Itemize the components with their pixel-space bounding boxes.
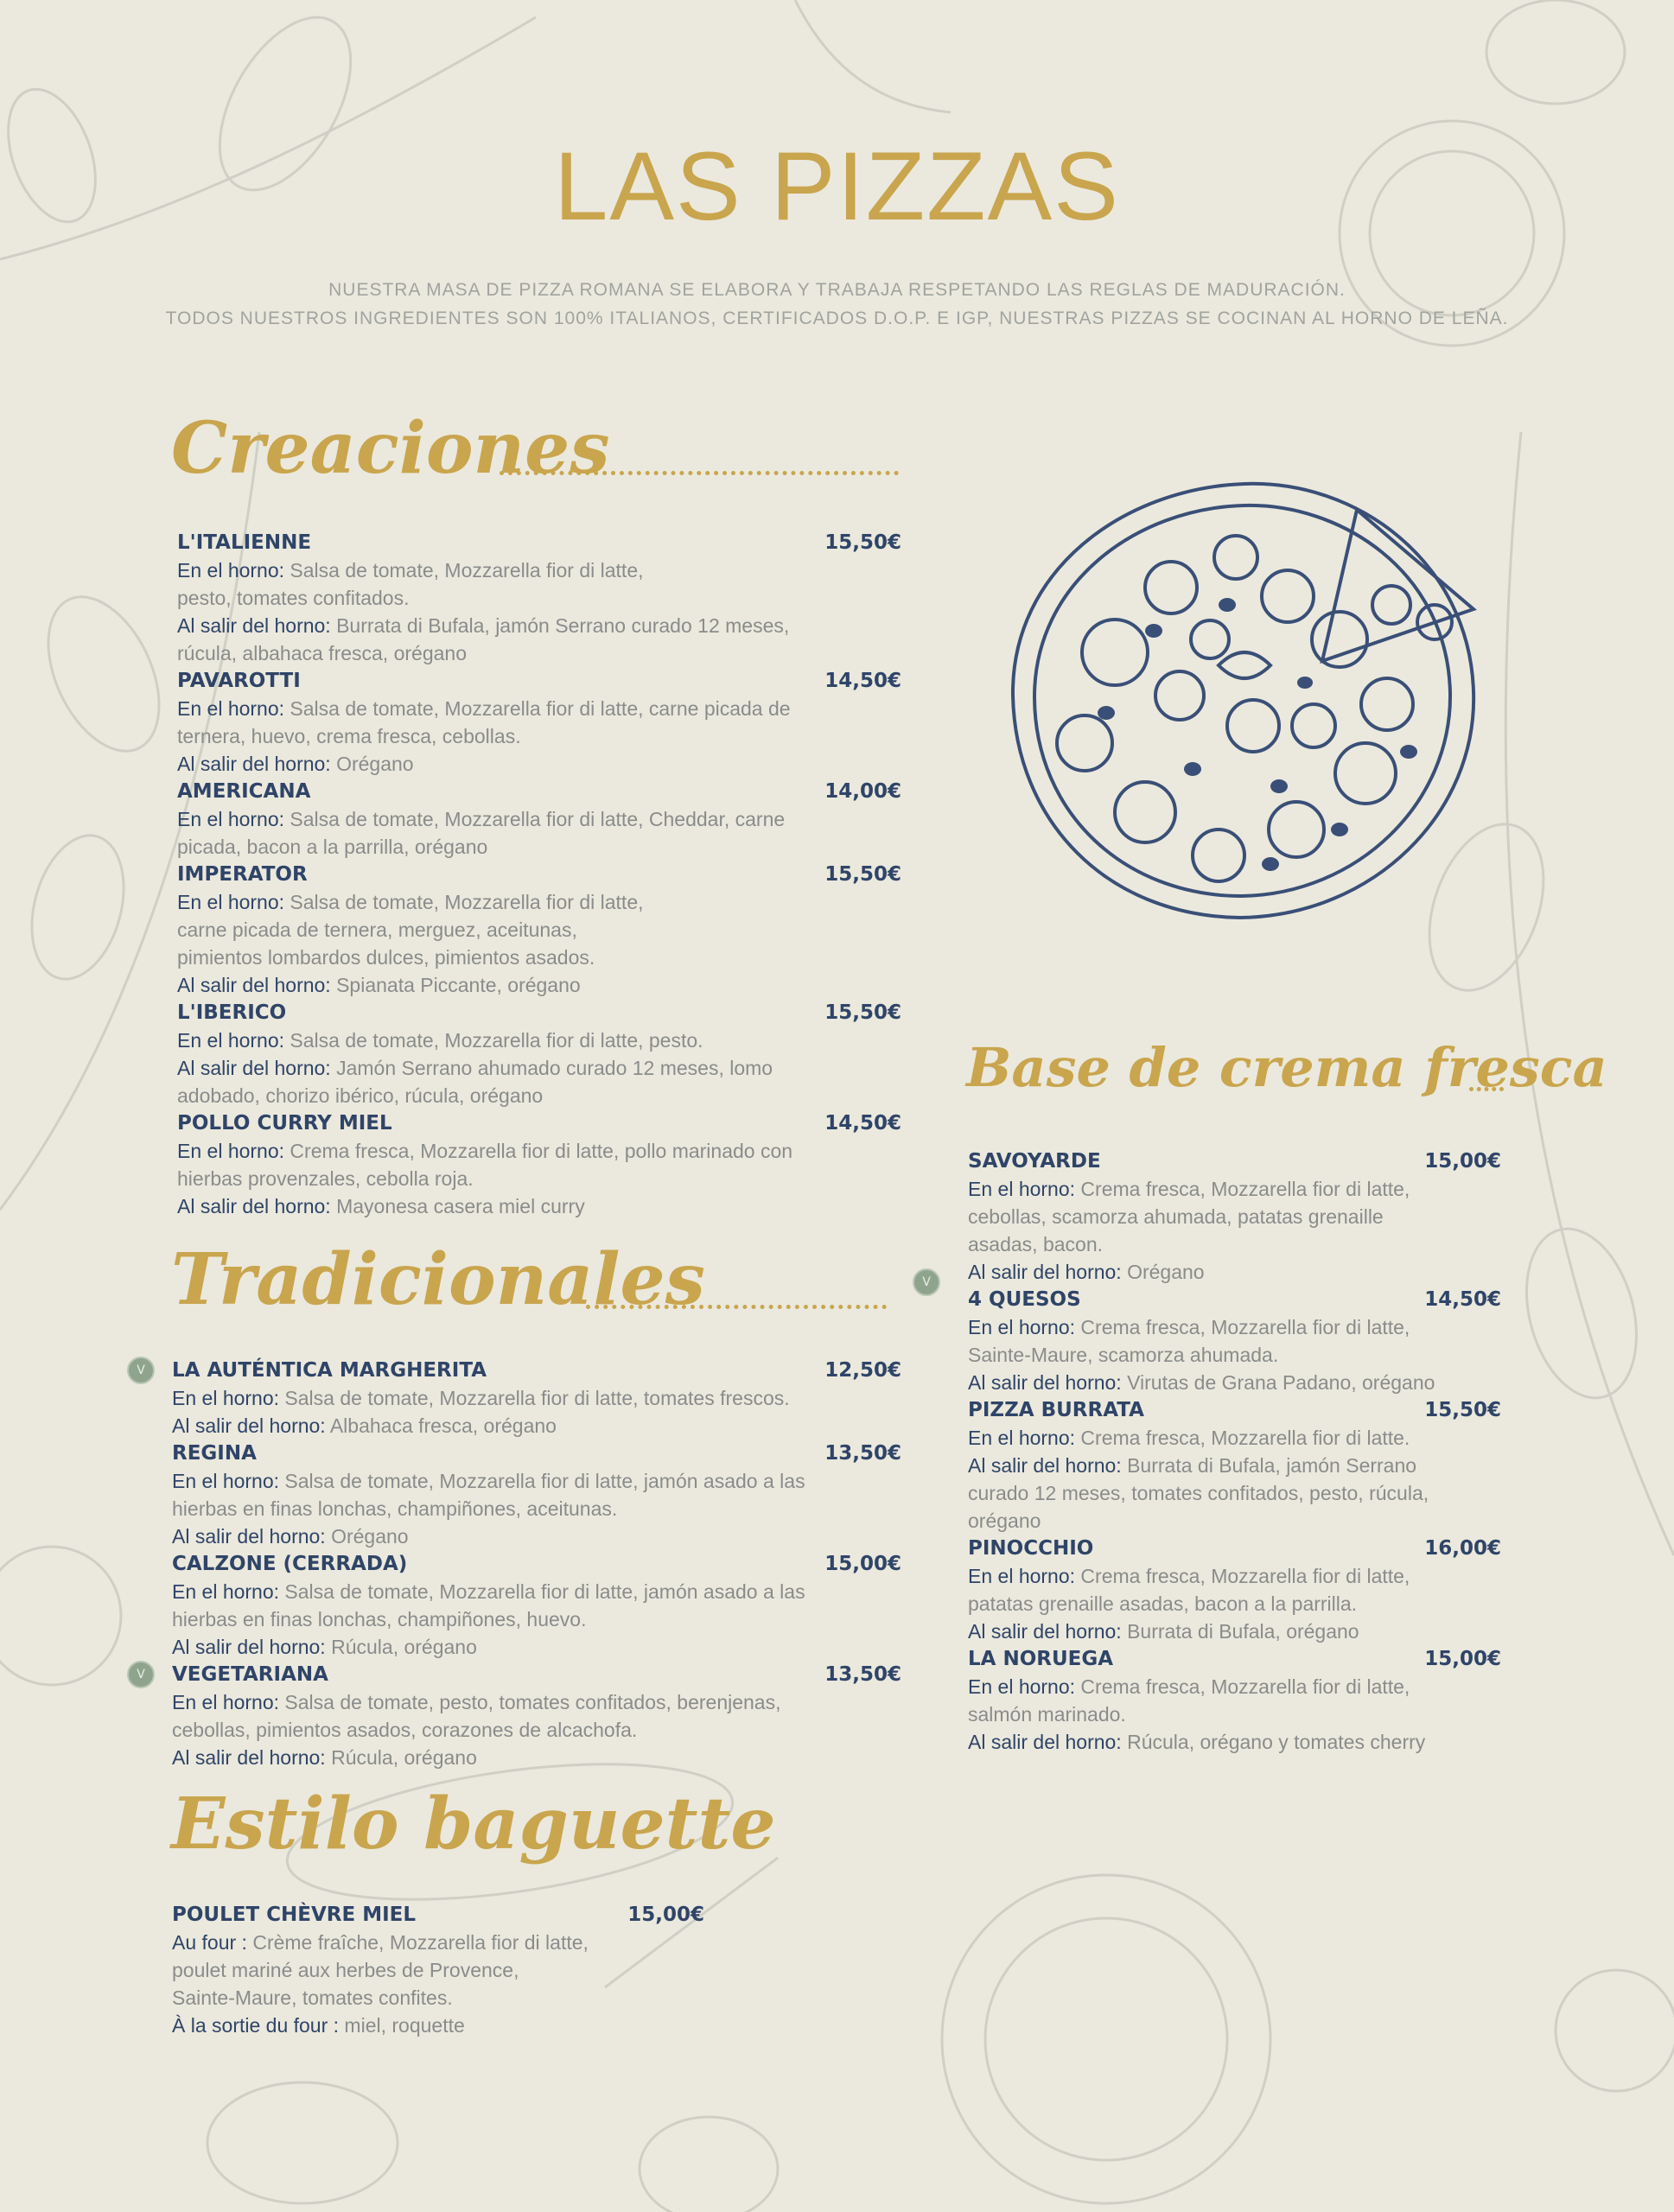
menu-item-line-text: Burrata di Bufala, jamón Serrano curado 12 meses, (330, 614, 790, 637)
menu-item-line-label: En el horno: (172, 1387, 280, 1409)
menu-item-line-text: Virutas de Grana Padano, orégano (1121, 1371, 1435, 1394)
menu-item-price: 15,00€ (1424, 1150, 1501, 1173)
menu-item (177, 1109, 901, 1220)
menu-item-description-line (172, 1956, 704, 1984)
menu-item-header (177, 999, 901, 1027)
menu-item-line-text: Salsa de tomate, Mozzarella fior di latte, (284, 559, 644, 582)
menu-item-price: 14,50€ (824, 670, 901, 692)
menu-item-description-line (177, 888, 901, 916)
menu-item-line-label: En el horno: (172, 1580, 280, 1603)
menu-item-header (177, 667, 901, 695)
menu-item-header (177, 778, 901, 805)
menu-item-name: PIZZA BURRATA (968, 1399, 1144, 1421)
menu-item-line-text: pimientos lombardos dulces, pimientos asados. (177, 946, 595, 969)
menu-item-line-text: Salsa de tomate, Mozzarella fior di latte, jamón asado a las (279, 1470, 805, 1492)
menu-item-line-text: curado 12 meses, tomates confitados, pesto, rúcula, (968, 1482, 1429, 1504)
menu-item-line-text: Salsa de tomate, Mozzarella fior di latte, jamón asado a las (279, 1580, 805, 1603)
menu-item-line-text: carne picada de ternera, merguez, aceitunas, (177, 918, 577, 941)
menu-item-header (172, 1440, 901, 1467)
menu-item (172, 1661, 901, 1771)
menu-item-line-text: hierbas en finas lonchas, champiñones, huevo. (172, 1608, 587, 1630)
menu-item (177, 778, 901, 861)
menu-item-description-line (177, 1082, 901, 1109)
menu-item-name: POULET CHÈVRE MIEL (172, 1904, 417, 1926)
menu-item-line-label: En el horno: (968, 1565, 1076, 1587)
menu-item-line-label: En el horno: (968, 1675, 1076, 1698)
menu-item-description-line (177, 695, 901, 722)
menu-item-line-text: Salsa de tomate, Mozzarella fior di latte, carne picada de (284, 697, 791, 720)
menu-item-line-text: Burrata di Bufala, orégano (1121, 1620, 1359, 1643)
menu-item-line-text: Spianata Piccante, orégano (330, 974, 581, 996)
menu-item-name: 4 QUESOS (968, 1288, 1081, 1311)
menu-item-description-line (177, 805, 901, 833)
menu-item-description-line (172, 1633, 901, 1661)
section-title-base-crema: Base de crema fresca (966, 1036, 1607, 1099)
menu-item-description-line (177, 1054, 901, 1082)
vegetarian-badge-icon (127, 1661, 155, 1688)
menu-item (968, 1645, 1501, 1756)
menu-item-name: CALZONE (CERRADA) (172, 1553, 408, 1575)
menu-item-line-text: Salsa de tomate, Mozzarella fior di latte, Cheddar, carne (284, 808, 786, 830)
menu-item-line-text: cebollas, pimientos asados, corazones de alcachofa. (172, 1719, 638, 1741)
menu-item-line-text: Salsa de tomate, Mozzarella fior di latte, pesto. (284, 1029, 703, 1052)
menu-item-line-text: Orégano (330, 753, 414, 775)
menu-item-line-label: Al salir del horno: (968, 1261, 1122, 1283)
menu-item-description-line (172, 1605, 901, 1633)
section-divider-base-crema (1469, 1087, 1504, 1091)
menu-item-line-label: Al salir del horno: (177, 614, 331, 637)
menu-item-line-text: adobado, chorizo ibérico, rúcula, orégano (177, 1084, 544, 1107)
menu-item-line-text: Crema fresca, Mozzarella fior di latte, (1075, 1565, 1410, 1587)
menu-item-price: 13,50€ (824, 1442, 901, 1465)
pizza-sketch-illustration (994, 467, 1495, 933)
menu-item-line-label: En el horno: (172, 1691, 280, 1713)
menu-item-header (177, 861, 901, 888)
menu-item-line-label: Al salir del horno: (968, 1454, 1122, 1477)
menu-item-header (177, 529, 901, 556)
menu-item-description-line (177, 612, 901, 639)
menu-item (172, 1550, 901, 1661)
menu-item-line-label: Al salir del horno: (968, 1731, 1122, 1753)
menu-item-line-text: orégano (968, 1510, 1041, 1532)
menu-item-price: 15,00€ (824, 1553, 901, 1575)
menu-item-line-text: Crema fresca, Mozzarella fior di latte, (1075, 1316, 1410, 1338)
menu-item (172, 1901, 704, 2039)
menu-item-header (172, 1901, 704, 1929)
menu-item-name: REGINA (172, 1442, 257, 1465)
menu-item-line-text: miel, roquette (339, 2014, 465, 2037)
menu-item (968, 1286, 1501, 1396)
menu-item-line-label: En el horno: (177, 808, 285, 830)
menu-item (968, 1535, 1501, 1645)
section-title-tradicionales: Tradicionales (171, 1238, 705, 1321)
menu-item-description-line (968, 1673, 1501, 1700)
menu-item (172, 1357, 901, 1440)
menu-item-description-line (968, 1618, 1501, 1645)
menu-item-name: IMPERATOR (177, 863, 308, 886)
menu-item-description-line (968, 1369, 1501, 1396)
menu-item (177, 861, 901, 999)
menu-item-line-label: En el horno: (177, 559, 285, 582)
menu-item-name: SAVOYARDE (968, 1150, 1101, 1173)
menu-item-line-text: poulet mariné aux herbes de Provence, (172, 1959, 519, 1981)
menu-item-line-label: Al salir del horno: (172, 1525, 326, 1548)
menu-item-description-line (177, 944, 901, 971)
vegetarian-badge-icon (913, 1268, 940, 1296)
menu-item-line-label: En el horno: (177, 1140, 285, 1162)
menu-item-description-line (172, 1467, 901, 1495)
menu-item-description-line (968, 1590, 1501, 1618)
menu-item-description-line (177, 750, 901, 778)
menu-item-name: VEGETARIANA (172, 1663, 328, 1686)
intro-line-2: TODOS NUESTROS INGREDIENTES SON 100% ITALIANOS, CERTIFICADOS D.O.P. E IGP, NUESTRAS PIZZAS SE COCINAN AL HORNO DE LEÑA. (165, 308, 1509, 328)
menu-item-description-line (177, 639, 901, 667)
menu-item-name: LA NORUEGA (968, 1648, 1114, 1670)
menu-item-line-label: En el horno: (968, 1178, 1076, 1200)
section-title-baguette: Estilo baguette (171, 1783, 776, 1866)
menu-item-line-text: Burrata di Bufala, jamón Serrano (1121, 1454, 1417, 1477)
menu-item-description-line (172, 1688, 901, 1716)
menu-item-line-label: Al salir del horno: (177, 1195, 331, 1217)
menu-item-line-label: En el horno: (968, 1316, 1076, 1338)
menu-item-header (172, 1357, 901, 1384)
menu-item-description-line (968, 1341, 1501, 1369)
menu-item-price: 14,50€ (1424, 1288, 1501, 1311)
menu-item-description-line (172, 1412, 901, 1440)
menu-item-description-line (172, 1495, 901, 1522)
menu-item-line-text: Crème fraîche, Mozzarella fior di latte, (246, 1931, 589, 1954)
menu-item-line-text: Mayonesa casera miel curry (330, 1195, 585, 1217)
menu-item-name: POLLO CURRY MIEL (177, 1112, 392, 1135)
menu-item-line-text: hierbas provenzales, cebolla roja. (177, 1167, 474, 1190)
menu-item-line-text: Crema fresca, Mozzarella fior di latte, pollo marinado con (284, 1140, 793, 1162)
menu-item-name: LA AUTÉNTICA MARGHERITA (172, 1359, 487, 1382)
menu-item-line-text: Sainte-Maure, scamorza ahumada. (968, 1344, 1279, 1366)
menu-item-description-line (172, 2012, 704, 2039)
menu-item-line-text: Albahaca fresca, orégano (325, 1414, 557, 1437)
menu-item-line-label: En el horno: (177, 697, 285, 720)
section-divider-creaciones (500, 471, 899, 475)
menu-item-line-text: Rúcula, orégano (325, 1636, 477, 1658)
menu-item-line-text: Orégano (1121, 1261, 1205, 1283)
menu-item-line-label: En el horno: (177, 891, 285, 913)
menu-item-price: 14,50€ (824, 1112, 901, 1135)
menu-item-line-text: Rúcula, orégano (325, 1746, 477, 1769)
menu-item-description-line (968, 1203, 1501, 1230)
menu-item-price: 15,50€ (824, 531, 901, 554)
menu-item-line-label: Al salir del horno: (177, 1057, 331, 1079)
menu-item (172, 1440, 901, 1550)
menu-item-description-line (177, 971, 901, 999)
menu-item-price: 16,00€ (1424, 1537, 1501, 1560)
menu-item-line-text: Rúcula, orégano y tomates cherry (1121, 1731, 1426, 1753)
menu-item (968, 1396, 1501, 1535)
menu-list-creaciones (177, 529, 901, 1220)
menu-item-header (172, 1661, 901, 1688)
menu-item-description-line (177, 1192, 901, 1220)
menu-item-header (177, 1109, 901, 1137)
menu-item (177, 999, 901, 1109)
menu-item-description-line (172, 1929, 704, 1956)
menu-list-baguette (172, 1901, 704, 2039)
menu-item-line-text: Salsa de tomate, Mozzarella fior di latte, tomates frescos. (279, 1387, 790, 1409)
menu-item-description-line (968, 1258, 1501, 1286)
menu-item-description-line (177, 584, 901, 612)
menu-item-description-line (968, 1424, 1501, 1452)
menu-item-price: 15,00€ (1424, 1648, 1501, 1670)
menu-item-name: PINOCCHIO (968, 1537, 1094, 1560)
menu-item-price: 12,50€ (824, 1359, 901, 1382)
menu-item-header (968, 1645, 1501, 1673)
menu-item-line-text: Orégano (325, 1525, 409, 1548)
menu-item-header (968, 1396, 1501, 1424)
menu-item-line-text: cebollas, scamorza ahumada, patatas grenaille (968, 1205, 1384, 1228)
menu-item-description-line (968, 1728, 1501, 1756)
menu-item-line-label: Al salir del horno: (177, 753, 331, 775)
menu-item-description-line (968, 1479, 1501, 1507)
menu-item-line-label: Al salir del horno: (172, 1746, 326, 1769)
menu-item-line-label: Al salir del horno: (172, 1636, 326, 1658)
menu-item-line-text: patatas grenaille asadas, bacon a la parrilla. (968, 1592, 1358, 1615)
menu-item-description-line (177, 1137, 901, 1165)
menu-item-description-line (172, 1578, 901, 1605)
menu-item-description-line (172, 1522, 901, 1550)
menu-item-line-text: Salsa de tomate, pesto, tomates confitados, berenjenas, (279, 1691, 781, 1713)
menu-item-name: AMERICANA (177, 780, 311, 803)
menu-item-line-label: Al salir del horno: (968, 1620, 1122, 1643)
menu-item-line-text: Crema fresca, Mozzarella fior di latte, (1075, 1675, 1410, 1698)
menu-item-price: 15,50€ (824, 863, 901, 886)
menu-item-description-line (177, 556, 901, 584)
menu-item-header (968, 1286, 1501, 1313)
menu-list-base-crema (968, 1147, 1501, 1756)
menu-item-description-line (177, 1027, 901, 1054)
menu-item-description-line (968, 1700, 1501, 1728)
menu-item-price: 15,00€ (627, 1904, 704, 1926)
menu-item-name: L'ITALIENNE (177, 531, 312, 554)
menu-item-line-text: Salsa de tomate, Mozzarella fior di latte, (284, 891, 644, 913)
menu-item-header (968, 1535, 1501, 1562)
menu-item-description-line (177, 833, 901, 861)
menu-item (177, 667, 901, 778)
menu-item-line-label: Al salir del horno: (177, 974, 331, 996)
menu-item-header (172, 1550, 901, 1578)
menu-item-line-text: ternera, huevo, crema fresca, cebollas. (177, 725, 521, 747)
menu-item-name: PAVAROTTI (177, 670, 301, 692)
menu-item-price: 15,50€ (1424, 1399, 1501, 1421)
menu-item-description-line (177, 1165, 901, 1192)
menu-item-line-text: rúcula, albahaca fresca, orégano (177, 642, 467, 664)
menu-item-description-line (968, 1507, 1501, 1535)
menu-item-description-line (172, 1716, 901, 1744)
menu-item-line-text: Crema fresca, Mozzarella fior di latte. (1075, 1427, 1410, 1449)
menu-item-description-line (968, 1562, 1501, 1590)
menu-item-line-text: hierbas en finas lonchas, champiñones, aceitunas. (172, 1497, 618, 1520)
menu-item-description-line (968, 1175, 1501, 1203)
menu-item-price: 14,00€ (824, 780, 901, 803)
menu-item-description-line (968, 1313, 1501, 1341)
menu-item-line-label: En el horno: (172, 1470, 280, 1492)
menu-item-line-text: picada, bacon a la parrilla, orégano (177, 836, 488, 858)
menu-item (177, 529, 901, 667)
menu-item-line-text: Jamón Serrano ahumado curado 12 meses, lomo (330, 1057, 773, 1079)
intro-line-1: NUESTRA MASA DE PIZZA ROMANA SE ELABORA Y TRABAJA RESPETANDO LAS REGLAS DE MADURACIÓN. (328, 280, 1346, 300)
menu-item-header (968, 1147, 1501, 1175)
menu-item-line-text: Sainte-Maure, tomates confites. (172, 1986, 453, 2009)
menu-item-description-line (968, 1452, 1501, 1479)
menu-item-line-label: En el horno: (968, 1427, 1076, 1449)
menu-item-price: 13,50€ (824, 1663, 901, 1686)
menu-list-tradicionales (172, 1357, 901, 1771)
menu-item-line-label: Al salir del horno: (172, 1414, 326, 1437)
menu-item-description-line (172, 1984, 704, 2012)
menu-item-name: L'IBERICO (177, 1001, 287, 1024)
menu-item-description-line (968, 1230, 1501, 1258)
menu-item-line-text: asadas, bacon. (968, 1233, 1104, 1255)
menu-item-description-line (172, 1744, 901, 1771)
menu-item-line-text: pesto, tomates confitados. (177, 587, 410, 609)
menu-item-description-line (177, 916, 901, 944)
menu-item-line-label: Au four : (172, 1931, 247, 1954)
menu-item-line-text: salmón marinado. (968, 1703, 1126, 1726)
page-title: LAS PIZZAS (554, 132, 1120, 240)
menu-item (968, 1147, 1501, 1286)
menu-item-line-label: À la sortie du four : (172, 2014, 340, 2037)
menu-item-description-line (177, 722, 901, 750)
menu-item-description-line (172, 1384, 901, 1412)
section-divider-tradicionales (586, 1305, 887, 1309)
menu-item-price: 15,50€ (824, 1001, 901, 1024)
menu-item-line-text: Crema fresca, Mozzarella fior di latte, (1075, 1178, 1410, 1200)
vegetarian-badge-icon (127, 1357, 155, 1384)
menu-item-line-label: En el horno: (177, 1029, 285, 1052)
menu-item-line-label: Al salir del horno: (968, 1371, 1122, 1394)
section-title-creaciones: Creaciones (171, 407, 610, 490)
